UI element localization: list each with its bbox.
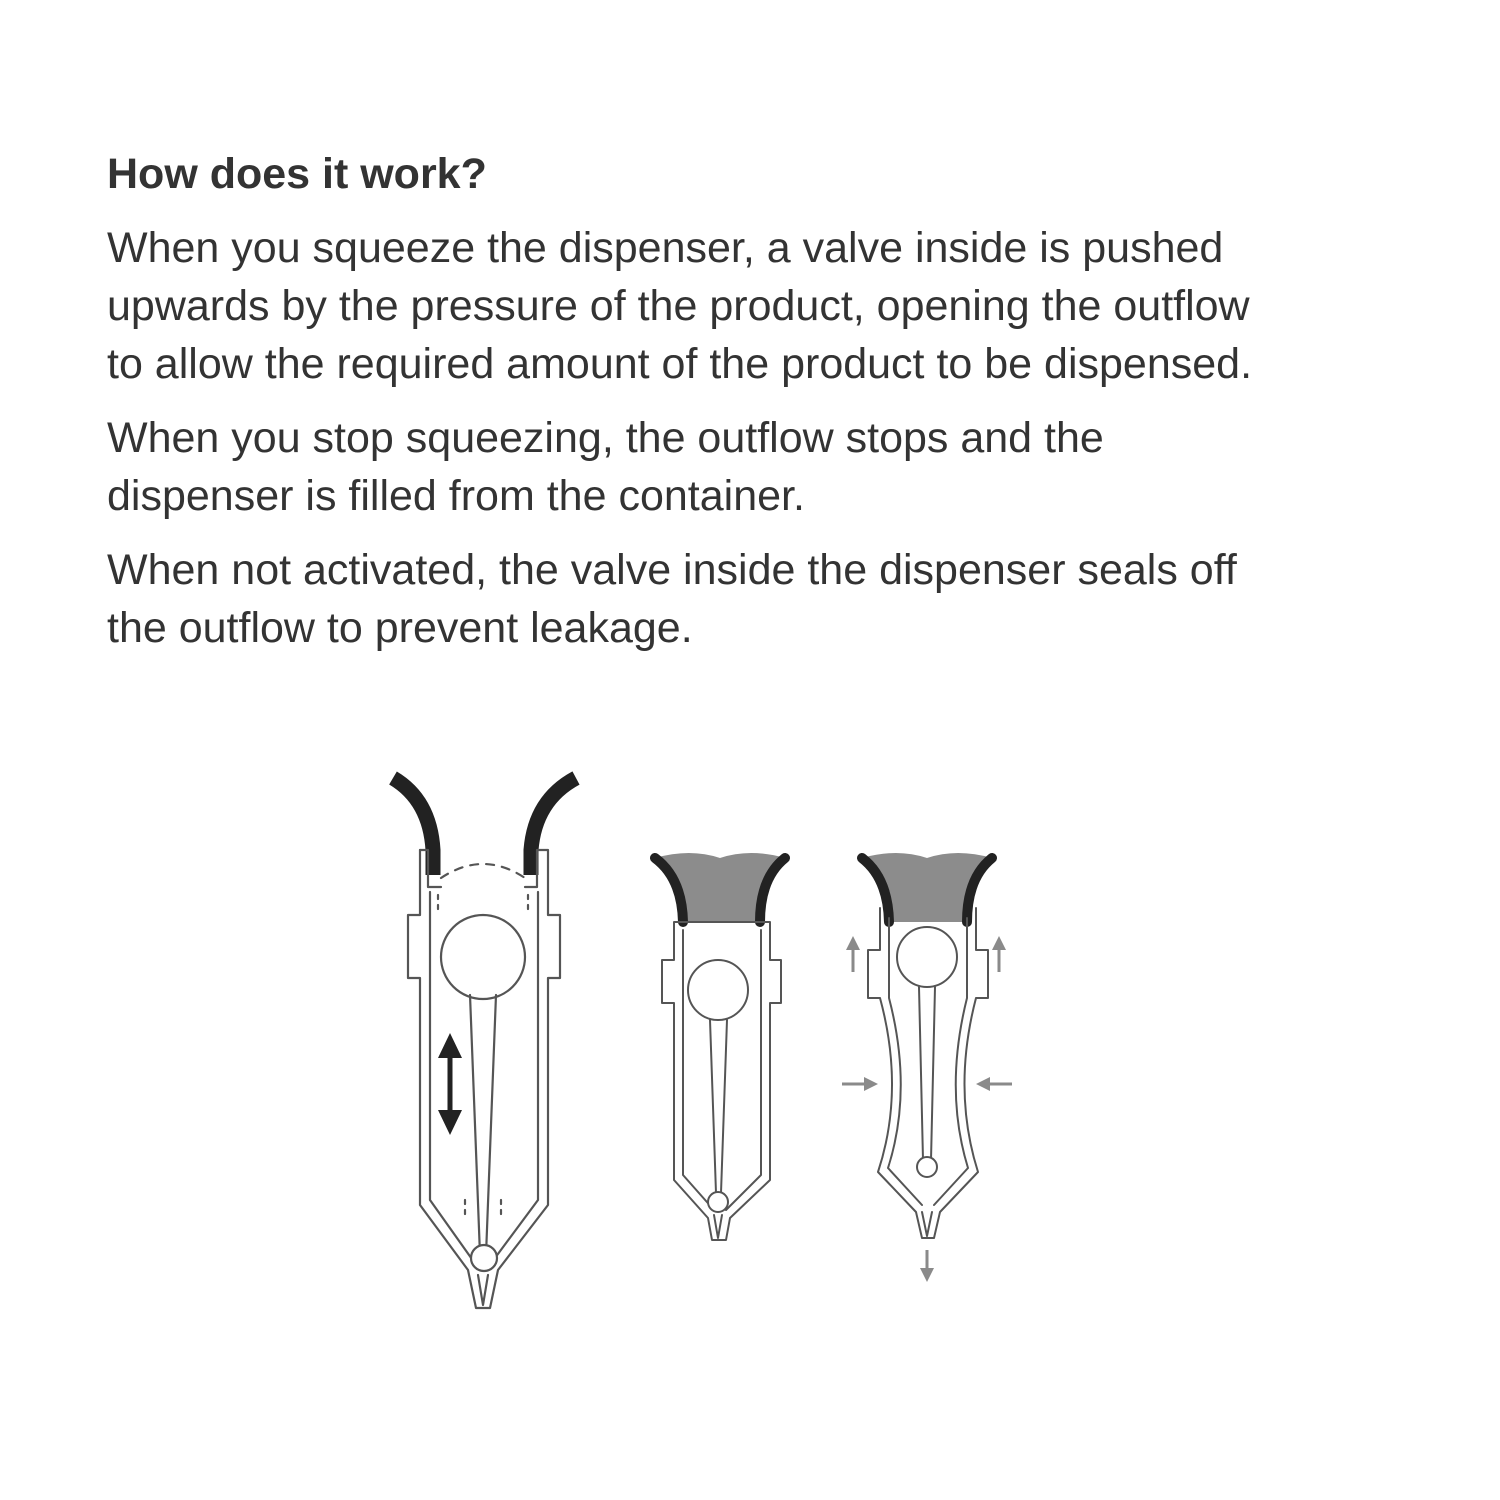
valve-tip — [917, 1157, 937, 1177]
valve-stem — [919, 987, 935, 1160]
right-arrow-icon — [842, 1077, 878, 1091]
section-heading: How does it work? — [107, 150, 487, 198]
paragraph-line: the outflow to prevent leakage. — [107, 604, 693, 652]
paragraph-line: When not activated, the valve inside the dispenser seals off — [107, 546, 1237, 594]
large-dispenser-illustration — [393, 778, 576, 1308]
up-arrow-icon — [992, 936, 1006, 972]
valve-ball — [688, 960, 748, 1020]
valve-tip — [708, 1192, 728, 1212]
squeezed-dispenser-illustration — [862, 853, 992, 1238]
left-arrow-icon — [976, 1077, 1012, 1091]
valve-tip — [471, 1245, 497, 1271]
paragraph-line: to allow the required amount of the product to be dispensed. — [107, 340, 1253, 388]
membrane-dashed — [441, 864, 525, 878]
resting-dispenser-illustration — [655, 853, 785, 1240]
paragraph-line: dispenser is filled from the container. — [107, 472, 805, 520]
valve-ball — [897, 927, 957, 987]
up-arrow-icon — [846, 936, 860, 972]
paragraph-line: When you squeeze the dispenser, a valve inside is pushed — [107, 224, 1224, 272]
paragraph-line: upwards by the pressure of the product, opening the outflow — [107, 282, 1250, 330]
valve-ball — [441, 915, 525, 999]
valve-stem — [470, 995, 496, 1255]
valve-stem — [710, 1020, 727, 1193]
up-down-arrow-icon — [438, 1033, 462, 1135]
down-arrow-icon — [920, 1250, 934, 1282]
paragraph-line: When you stop squeezing, the outflow stops and the — [107, 414, 1104, 462]
